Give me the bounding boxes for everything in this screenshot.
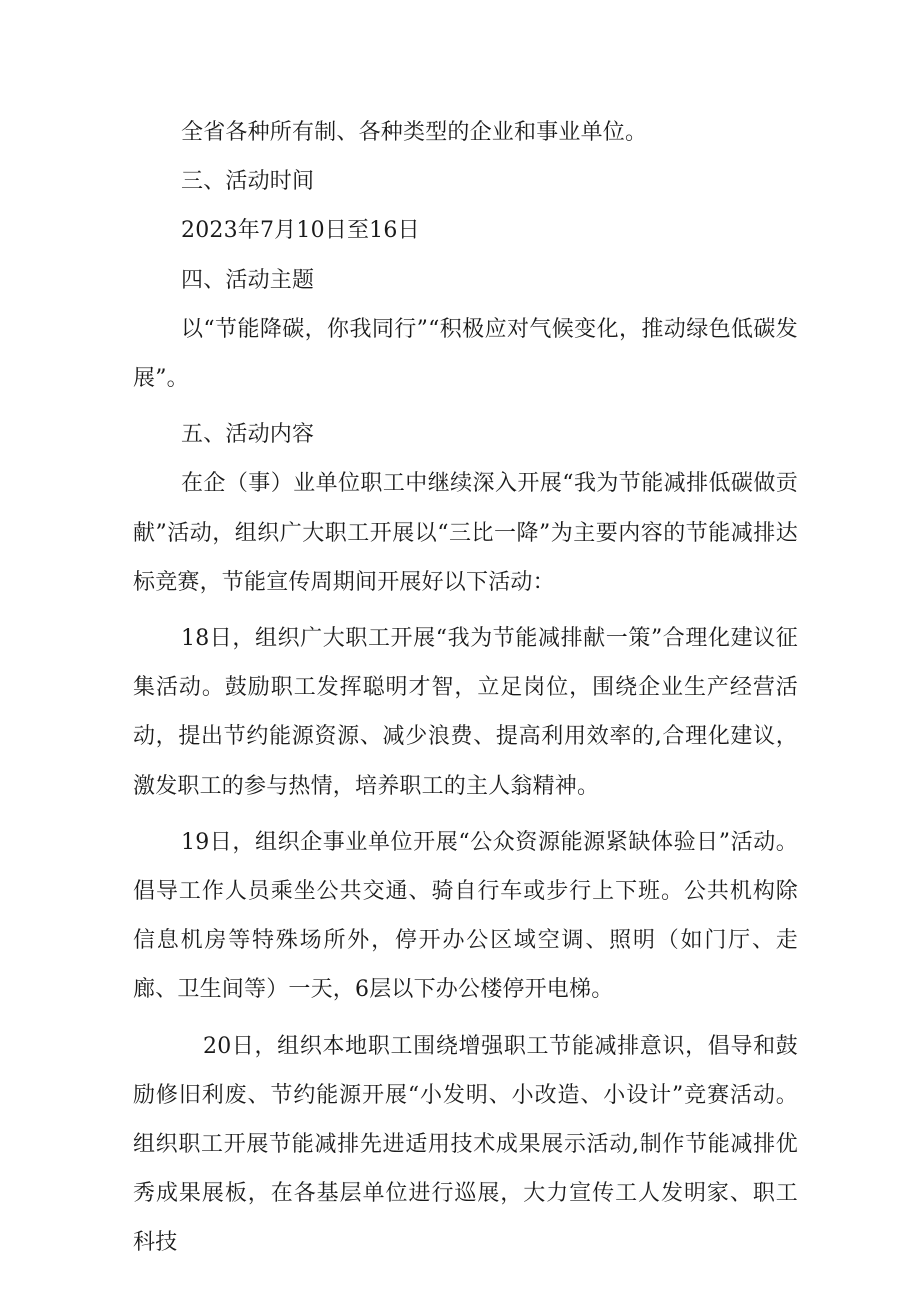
heading-activity-theme: 四、活动主题 bbox=[181, 267, 315, 293]
paragraph-day-18: 18日，组织广大职工开展“我为节能减排献一策”合理化建议征集活动。鼓励职工发挥聪明才智，立足岗位，围绕企业生产经营活动，提出节约能源资源、减少浪费、提高利用效率的,合理化建议，激发职工的参与热情，培养职工的主人翁精神。 bbox=[133, 626, 798, 799]
paragraph-activity-content: 在企（事）业单位职工中继续深入开展“我为节能减排低碳做贡献”活动，组织广大职工开展以“三比一降”为主要内容的节能减排达标竞赛，节能宣传周期间开展好以下活动： bbox=[133, 471, 798, 595]
paragraph-scope: 全省各种所有制、各种类型的企业和事业单位。 bbox=[181, 120, 648, 145]
paragraph-activity-dates: 2023年7月10日至16日 bbox=[181, 218, 420, 244]
heading-activity-content: 五、活动内容 bbox=[181, 422, 315, 448]
heading-activity-time: 三、活动时间 bbox=[181, 169, 315, 195]
paragraph-day-20: 20日，组织本地职工围绕增强职工节能减排意识，倡导和鼓励修旧利废、节约能源开展“小发明、小改造、小设计”竞赛活动。组织职工开展节能减排先进适用技术成果展示活动,制作节能减排优秀成果展板，在各基层单位进行巡展，大力宣传工人发明家、职工科技 bbox=[133, 1033, 798, 1256]
document-body bbox=[133, 108, 798, 1268]
paragraph-activity-theme: 以“节能降碳，你我同行”“积极应对气候变化，推动绿色低碳发展”。 bbox=[133, 316, 798, 392]
paragraph-day-19: 19日，组织企事业单位开展“公众资源能源紧缺体验日”活动。倡导工作人员乘坐公共交通、骑自行车或步行上下班。公共机构除信息机房等特殊场所外，停开办公区域空调、照明（如门厅、走廊、卫生间等）一天，6层以下办公楼停开电梯。 bbox=[133, 829, 798, 1003]
